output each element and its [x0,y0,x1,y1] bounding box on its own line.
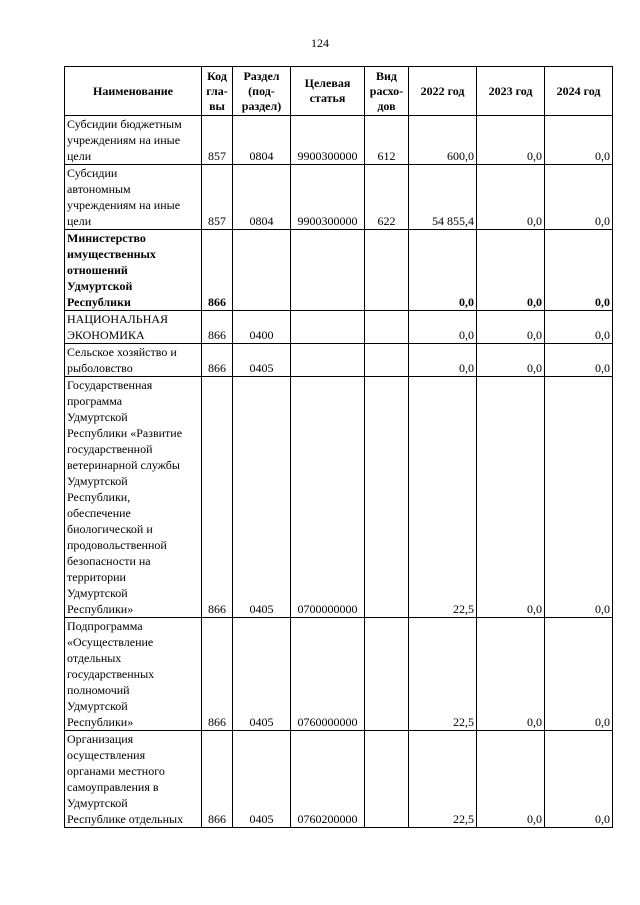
row-2024: 0,0 [545,311,613,344]
row-type [365,344,409,377]
row-2022: 54 855,4 [409,165,477,230]
row-target: 0700000000 [291,377,365,618]
budget-table [64,66,613,828]
row-type: 612 [365,116,409,165]
table-row [65,165,613,230]
header-chapter-code: Код гла- вы [202,67,233,116]
row-2023: 0,0 [477,311,545,344]
row-type [365,618,409,731]
table-row [65,311,613,344]
row-chapter: 866 [202,377,233,618]
table-row [65,731,613,828]
row-name: Субсидии автономным учреждениям на иные цели [65,165,202,230]
row-target: 0760000000 [291,618,365,731]
row-chapter: 866 [202,230,233,311]
row-target: 9900300000 [291,116,365,165]
row-target: 0760200000 [291,731,365,828]
row-name: Государственная программа Удмуртской Республики «Развитие государственной ветеринарной службы Удмуртской Республики, обеспечение биологической и продовольственной безопасности на территории Удмуртской Республики» [65,377,202,618]
header-2022: 2022 год [409,67,477,116]
row-2023: 0,0 [477,116,545,165]
row-chapter: 866 [202,344,233,377]
header-row [65,67,613,116]
table-row [65,344,613,377]
row-section: 0400 [233,311,291,344]
table-row [65,230,613,311]
row-target [291,311,365,344]
row-2022: 0,0 [409,311,477,344]
row-type [365,311,409,344]
row-2022: 600,0 [409,116,477,165]
header-expense-type: Вид расхо- дов [365,67,409,116]
row-2022: 22,5 [409,731,477,828]
row-name: Субсидии бюджетным учреждениям на иные цели [65,116,202,165]
row-type [365,377,409,618]
row-2024: 0,0 [545,731,613,828]
row-name: Сельское хозяйство и рыболовство [65,344,202,377]
page-number: 124 [311,36,329,50]
row-section: 0405 [233,731,291,828]
header-name: Наименование [65,67,202,116]
row-section: 0405 [233,377,291,618]
row-2022: 0,0 [409,344,477,377]
row-2022: 22,5 [409,377,477,618]
row-section [233,230,291,311]
row-2024: 0,0 [545,116,613,165]
row-target [291,344,365,377]
header-target-item: Целевая статья [291,67,365,116]
table-row [65,116,613,165]
row-2024: 0,0 [545,230,613,311]
row-chapter: 866 [202,311,233,344]
row-chapter: 866 [202,618,233,731]
row-type [365,230,409,311]
table-row [65,618,613,731]
row-section: 0804 [233,165,291,230]
row-chapter: 857 [202,165,233,230]
row-section: 0405 [233,618,291,731]
table-row [65,377,613,618]
row-2023: 0,0 [477,731,545,828]
row-chapter: 857 [202,116,233,165]
header-2024: 2024 год [545,67,613,116]
row-target: 9900300000 [291,165,365,230]
row-name: Министерство имущественных отношений Удмуртской Республики [65,230,202,311]
row-section: 0405 [233,344,291,377]
header-2023: 2023 год [477,67,545,116]
row-2023: 0,0 [477,377,545,618]
row-name: Организация осуществления органами местного самоуправления в Удмуртской Республике отдельных [65,731,202,828]
row-section: 0804 [233,116,291,165]
row-2023: 0,0 [477,230,545,311]
row-type: 622 [365,165,409,230]
row-name: Подпрограмма «Осуществление отдельных государственных полномочий Удмуртской Республики» [65,618,202,731]
row-name: НАЦИОНАЛЬНАЯ ЭКОНОМИКА [65,311,202,344]
row-2024: 0,0 [545,377,613,618]
row-2024: 0,0 [545,344,613,377]
row-2024: 0,0 [545,165,613,230]
row-2023: 0,0 [477,165,545,230]
row-2022: 0,0 [409,230,477,311]
row-2024: 0,0 [545,618,613,731]
row-2022: 22,5 [409,618,477,731]
row-chapter: 866 [202,731,233,828]
row-target [291,230,365,311]
header-section: Раздел (под- раздел) [233,67,291,116]
row-type [365,731,409,828]
row-2023: 0,0 [477,344,545,377]
row-2023: 0,0 [477,618,545,731]
